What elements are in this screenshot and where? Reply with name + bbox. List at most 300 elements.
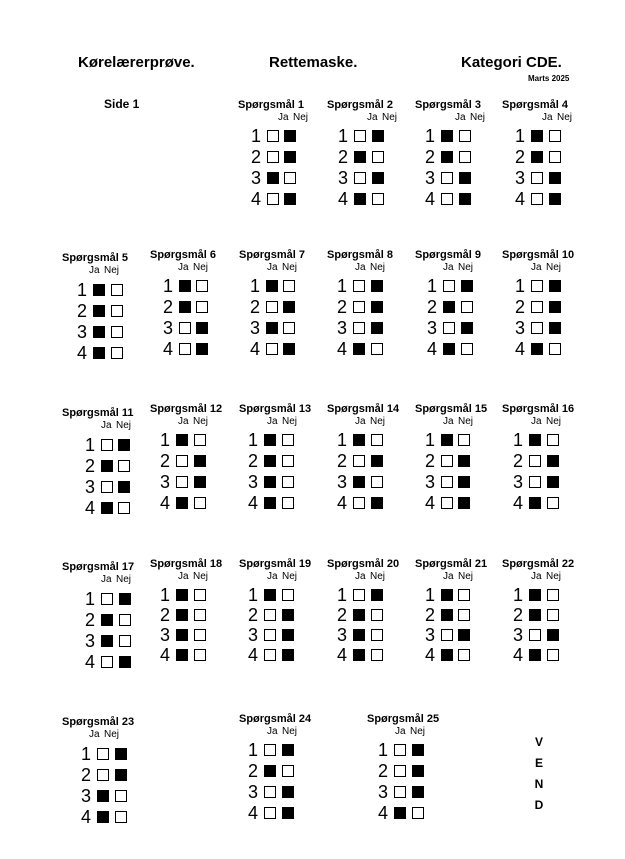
nej-checkbox [549, 322, 561, 334]
question-block [415, 99, 495, 209]
ja-label: Ja [89, 729, 100, 740]
nej-checkbox [118, 502, 130, 514]
ja-checkbox [394, 744, 406, 756]
row-number: 3 [425, 168, 436, 188]
ja-checkbox [354, 130, 366, 142]
answer-row [239, 783, 319, 803]
ja-checkbox [353, 629, 365, 641]
nej-checkbox [282, 807, 294, 819]
ja-checkbox [101, 593, 113, 605]
nej-checkbox [371, 497, 383, 509]
row-number: 4 [85, 652, 96, 672]
nej-checkbox [115, 748, 127, 760]
row-number: 3 [513, 472, 524, 492]
ja-checkbox [394, 765, 406, 777]
question-block [327, 558, 407, 668]
answer-row [239, 319, 319, 339]
row-number: 2 [515, 297, 526, 317]
nej-checkbox [194, 589, 206, 601]
answer-row [415, 190, 495, 210]
nej-checkbox [284, 172, 296, 184]
ja-label: Ja [101, 574, 112, 585]
nej-checkbox [282, 434, 294, 446]
ja-label: Ja [531, 416, 542, 427]
nej-checkbox [458, 649, 470, 661]
row-number: 3 [425, 472, 436, 492]
nej-checkbox [458, 589, 470, 601]
ja-label: Ja [443, 416, 454, 427]
ja-checkbox [93, 347, 105, 359]
row-number: 3 [85, 477, 96, 497]
question-block [239, 558, 319, 668]
answer-row [239, 431, 319, 451]
row-number: 1 [248, 585, 259, 605]
ja-checkbox [443, 343, 455, 355]
question-title: Spørgsmål 8 [327, 249, 394, 261]
nej-checkbox [459, 130, 471, 142]
answer-row [415, 148, 495, 168]
ja-checkbox [266, 322, 278, 334]
ja-label: Ja [267, 571, 278, 582]
answer-row [239, 804, 319, 824]
question-title: Spørgsmål 22 [502, 558, 575, 570]
row-number: 4 [425, 645, 436, 665]
row-number: 3 [338, 168, 349, 188]
answer-row [367, 804, 447, 824]
ja-checkbox [267, 130, 279, 142]
ja-checkbox [101, 460, 113, 472]
row-number: 3 [515, 168, 526, 188]
row-number: 2 [513, 605, 524, 625]
question-title: Spørgsmål 1 [238, 99, 305, 111]
ja-checkbox [531, 322, 543, 334]
row-number: 1 [515, 276, 526, 296]
nej-checkbox [547, 497, 559, 509]
ja-checkbox [176, 609, 188, 621]
ja-checkbox [531, 130, 543, 142]
row-number: 4 [85, 498, 96, 518]
answer-row [150, 319, 230, 339]
nej-checkbox [196, 301, 208, 313]
row-number: 1 [248, 430, 259, 450]
row-number: 4 [251, 189, 262, 209]
answer-row [62, 632, 142, 652]
question-title: Spørgsmål 14 [327, 403, 400, 415]
row-number: 1 [378, 740, 389, 760]
nej-checkbox [458, 609, 470, 621]
nej-checkbox [115, 790, 127, 802]
row-number: 1 [338, 126, 349, 146]
ja-checkbox [176, 434, 188, 446]
nej-checkbox [118, 439, 130, 451]
nej-checkbox [282, 476, 294, 488]
question-block [327, 249, 407, 359]
ja-checkbox [176, 629, 188, 641]
answer-row [415, 340, 495, 360]
question-title: Spørgsmål 5 [62, 252, 129, 264]
nej-label: Nej [458, 262, 474, 273]
answer-row [502, 646, 582, 666]
row-number: 4 [77, 343, 88, 363]
nej-checkbox [549, 172, 561, 184]
nej-checkbox [119, 614, 131, 626]
ja-checkbox [441, 609, 453, 621]
question-block [239, 249, 319, 359]
ja-checkbox [97, 769, 109, 781]
ja-checkbox [97, 790, 109, 802]
row-number: 2 [515, 147, 526, 167]
nej-label: Nej [458, 571, 474, 582]
row-number: 3 [81, 786, 92, 806]
answer-row [239, 646, 319, 666]
question-block [238, 99, 318, 209]
answer-row [327, 190, 407, 210]
answer-row [327, 646, 407, 666]
answer-row [150, 646, 230, 666]
nej-checkbox [111, 284, 123, 296]
ja-label: Ja [443, 571, 454, 582]
nej-checkbox [549, 130, 561, 142]
row-number: 4 [337, 645, 348, 665]
ja-checkbox [264, 786, 276, 798]
question-title: Spørgsmål 6 [150, 249, 217, 261]
row-number: 3 [163, 318, 174, 338]
question-block [415, 558, 495, 668]
row-number: 2 [427, 297, 438, 317]
row-number: 1 [160, 585, 171, 605]
nej-checkbox [371, 649, 383, 661]
question-title: Spørgsmål 20 [327, 558, 400, 570]
nej-checkbox [412, 744, 424, 756]
ja-label: Ja [278, 112, 289, 123]
nej-checkbox [459, 193, 471, 205]
question-block [415, 249, 495, 359]
row-number: 3 [85, 631, 96, 651]
ja-checkbox [531, 151, 543, 163]
ja-checkbox [264, 476, 276, 488]
nej-checkbox [194, 649, 206, 661]
nej-checkbox [549, 301, 561, 313]
ja-checkbox [531, 172, 543, 184]
answer-row [415, 298, 495, 318]
row-number: 2 [160, 451, 171, 471]
answer-row [327, 626, 407, 646]
ja-label: Ja [267, 726, 278, 737]
nej-label: Nej [193, 571, 209, 582]
nej-checkbox [547, 589, 559, 601]
title-center: Rettemaske. [269, 54, 358, 71]
nej-checkbox [194, 629, 206, 641]
ja-checkbox [353, 609, 365, 621]
question-title: Spørgsmål 15 [415, 403, 488, 415]
ja-checkbox [529, 434, 541, 446]
ja-checkbox [443, 322, 455, 334]
ja-checkbox [529, 589, 541, 601]
answer-row [150, 606, 230, 626]
nej-checkbox [547, 434, 559, 446]
answer-row [502, 452, 582, 472]
nej-checkbox [549, 280, 561, 292]
row-number: 3 [427, 318, 438, 338]
ja-checkbox [176, 497, 188, 509]
nej-checkbox [549, 343, 561, 355]
row-number: 4 [425, 493, 436, 513]
nej-label: Nej [282, 262, 298, 273]
question-title: Spørgsmål 13 [239, 403, 312, 415]
answer-row [415, 319, 495, 339]
nej-checkbox [282, 744, 294, 756]
row-number: 3 [248, 625, 259, 645]
answer-row [502, 148, 582, 168]
row-number: 2 [337, 605, 348, 625]
answer-row [415, 473, 495, 493]
row-number: 2 [85, 456, 96, 476]
nej-label: Nej [116, 574, 132, 585]
nej-checkbox [461, 280, 473, 292]
question-title: Spørgsmål 19 [239, 558, 312, 570]
nej-label: Nej [282, 571, 298, 582]
nej-checkbox [282, 455, 294, 467]
ja-label: Ja [395, 726, 406, 737]
row-number: 1 [427, 276, 438, 296]
ja-label: Ja [542, 112, 553, 123]
nej-label: Nej [546, 262, 562, 273]
answer-row [327, 473, 407, 493]
row-number: 4 [337, 493, 348, 513]
vend-letter: E [534, 756, 543, 770]
ja-checkbox [353, 434, 365, 446]
answer-row [327, 452, 407, 472]
vend-marker [533, 732, 545, 816]
row-number: 1 [85, 589, 96, 609]
nej-checkbox [196, 343, 208, 355]
answer-row [150, 298, 230, 318]
ja-label: Ja [178, 416, 189, 427]
answer-row [150, 340, 230, 360]
nej-checkbox [458, 476, 470, 488]
nej-checkbox [549, 151, 561, 163]
ja-label: Ja [267, 416, 278, 427]
ja-checkbox [267, 193, 279, 205]
ja-checkbox [529, 497, 541, 509]
answer-row [150, 494, 230, 514]
answer-row [150, 452, 230, 472]
ja-label: Ja [178, 262, 189, 273]
nej-checkbox [547, 629, 559, 641]
answer-row [502, 586, 582, 606]
answer-row [239, 586, 319, 606]
nej-label: Nej [104, 729, 120, 740]
nej-checkbox [459, 151, 471, 163]
answer-row [415, 277, 495, 297]
question-block [62, 252, 142, 362]
row-number: 4 [515, 339, 526, 359]
nej-checkbox [461, 322, 473, 334]
title-left: Kørelærerprøve. [78, 54, 195, 71]
answer-row [415, 169, 495, 189]
row-number: 4 [163, 339, 174, 359]
nej-checkbox [196, 322, 208, 334]
ja-label: Ja [101, 420, 112, 431]
answer-row [502, 626, 582, 646]
answer-row [327, 586, 407, 606]
nej-checkbox [194, 609, 206, 621]
nej-checkbox [119, 635, 131, 647]
nej-label: Nej [104, 265, 120, 276]
nej-checkbox [547, 609, 559, 621]
nej-checkbox [118, 481, 130, 493]
question-block [327, 99, 407, 209]
row-number: 2 [337, 451, 348, 471]
row-number: 2 [513, 451, 524, 471]
answer-row [239, 606, 319, 626]
ja-checkbox [266, 301, 278, 313]
row-number: 1 [513, 585, 524, 605]
ja-checkbox [264, 807, 276, 819]
ja-checkbox [176, 649, 188, 661]
nej-label: Nej [410, 726, 426, 737]
nej-label: Nej [546, 416, 562, 427]
row-number: 2 [250, 297, 261, 317]
nej-checkbox [194, 434, 206, 446]
row-number: 3 [250, 318, 261, 338]
nej-checkbox [284, 130, 296, 142]
ja-label: Ja [267, 262, 278, 273]
ja-checkbox [394, 807, 406, 819]
row-number: 3 [378, 782, 389, 802]
nej-checkbox [282, 629, 294, 641]
question-title: Spørgsmål 7 [239, 249, 306, 261]
row-number: 2 [337, 297, 348, 317]
nej-checkbox [119, 656, 131, 668]
ja-checkbox [179, 280, 191, 292]
answer-row [327, 431, 407, 451]
row-number: 2 [425, 605, 436, 625]
row-number: 4 [250, 339, 261, 359]
question-block [502, 558, 582, 668]
ja-checkbox [264, 589, 276, 601]
question-title: Spørgsmål 23 [62, 716, 135, 728]
row-number: 1 [337, 430, 348, 450]
row-number: 2 [85, 610, 96, 630]
ja-checkbox [266, 280, 278, 292]
row-number: 4 [427, 339, 438, 359]
nej-checkbox [371, 476, 383, 488]
nej-checkbox [118, 460, 130, 472]
question-title: Spørgsmål 3 [415, 99, 482, 111]
answer-row [502, 298, 582, 318]
ja-checkbox [176, 589, 188, 601]
nej-checkbox [111, 326, 123, 338]
row-number: 4 [160, 493, 171, 513]
nej-checkbox [284, 193, 296, 205]
ja-checkbox [93, 326, 105, 338]
answer-row [415, 127, 495, 147]
answer-row [150, 626, 230, 646]
nej-checkbox [458, 497, 470, 509]
vend-letter: N [534, 777, 544, 791]
nej-checkbox [372, 172, 384, 184]
ja-checkbox [441, 629, 453, 641]
answer-row [327, 606, 407, 626]
nej-checkbox [194, 476, 206, 488]
row-number: 4 [513, 645, 524, 665]
ja-label: Ja [367, 112, 378, 123]
row-number: 3 [425, 625, 436, 645]
vend-letter: V [534, 735, 543, 749]
answer-row [415, 586, 495, 606]
nej-checkbox [111, 305, 123, 317]
question-title: Spørgsmål 18 [150, 558, 223, 570]
ja-checkbox [529, 649, 541, 661]
nej-checkbox [111, 347, 123, 359]
row-number: 3 [248, 472, 259, 492]
row-number: 3 [337, 472, 348, 492]
row-number: 1 [251, 126, 262, 146]
nej-checkbox [412, 807, 424, 819]
answer-row [415, 626, 495, 646]
ja-checkbox [353, 322, 365, 334]
answer-row [62, 344, 142, 364]
nej-checkbox [372, 151, 384, 163]
row-number: 2 [378, 761, 389, 781]
nej-checkbox [282, 497, 294, 509]
ja-checkbox [353, 343, 365, 355]
row-number: 1 [248, 740, 259, 760]
nej-checkbox [547, 476, 559, 488]
answer-row [367, 741, 447, 761]
ja-checkbox [353, 476, 365, 488]
ja-checkbox [97, 748, 109, 760]
row-number: 1 [160, 430, 171, 450]
ja-label: Ja [355, 571, 366, 582]
question-title: Spørgsmål 16 [502, 403, 575, 415]
answer-row [502, 277, 582, 297]
nej-checkbox [459, 172, 471, 184]
nej-checkbox [461, 343, 473, 355]
answer-row [415, 452, 495, 472]
ja-label: Ja [355, 262, 366, 273]
answer-row [367, 783, 447, 803]
ja-checkbox [441, 172, 453, 184]
ja-checkbox [353, 589, 365, 601]
row-number: 1 [81, 744, 92, 764]
question-block [62, 716, 142, 826]
row-number: 1 [425, 585, 436, 605]
ja-checkbox [443, 280, 455, 292]
nej-checkbox [115, 769, 127, 781]
answer-row [502, 494, 582, 514]
answer-row [502, 190, 582, 210]
nej-checkbox [371, 343, 383, 355]
nej-checkbox [282, 589, 294, 601]
row-number: 3 [513, 625, 524, 645]
ja-checkbox [531, 343, 543, 355]
answer-row [150, 431, 230, 451]
answer-row [62, 787, 142, 807]
nej-checkbox [283, 280, 295, 292]
answer-row [367, 762, 447, 782]
answer-row [150, 586, 230, 606]
page-label: Side 1 [104, 97, 140, 111]
nej-label: Nej [193, 262, 209, 273]
answer-row [62, 653, 142, 673]
answer-row [415, 494, 495, 514]
row-number: 1 [337, 276, 348, 296]
ja-checkbox [354, 151, 366, 163]
ja-checkbox [176, 455, 188, 467]
ja-checkbox [101, 481, 113, 493]
